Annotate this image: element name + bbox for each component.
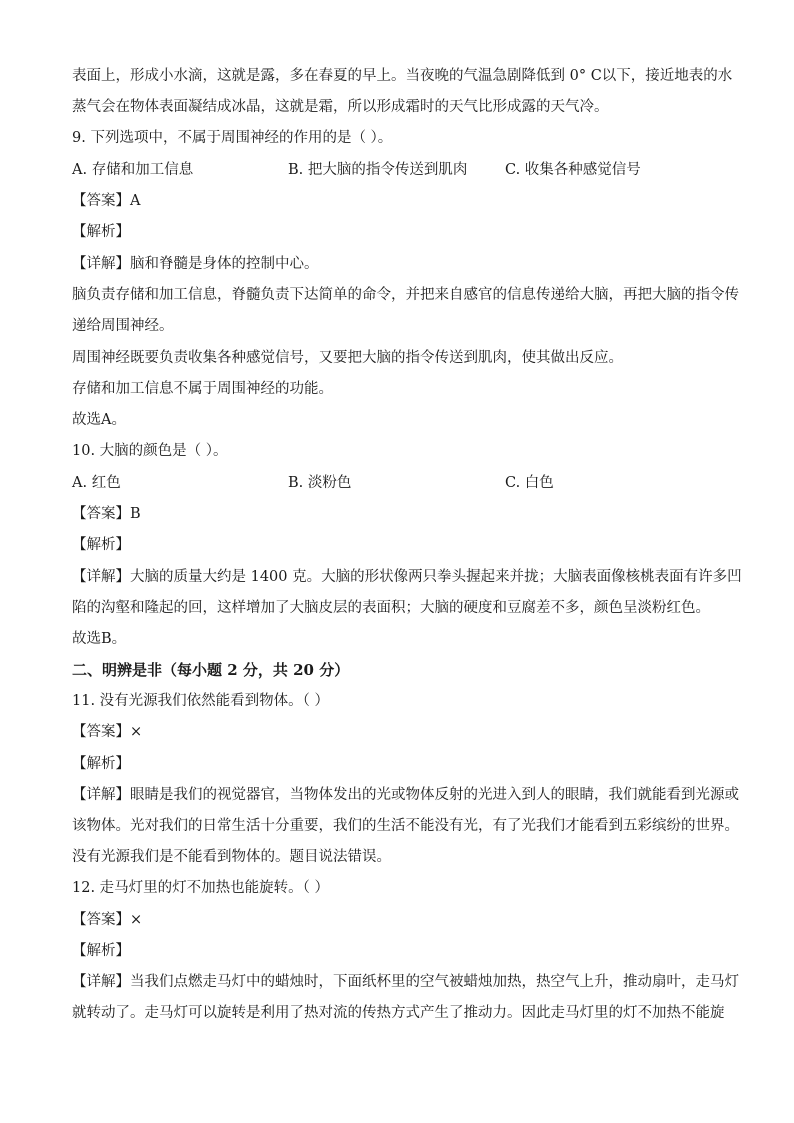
answer-10: 【答案】B [72,506,141,522]
q10-option-a: A. 红色 [72,475,121,491]
detail-9-conclusion: 故选A。 [72,412,126,428]
paragraph-line: 表面上，形成小水滴，这就是露，多在春夏的早上。当夜晚的气温急剧降低到 0° C以下，接近地表的水 [72,68,733,84]
detail-11-line: 没有光源我们是不能看到物体的。题目说法错误。 [72,849,391,865]
detail-9-line: 周围神经既要负责收集各种感觉信号，又要把大脑的指令传送到肌肉，使其做出反应。 [72,350,623,366]
q10-option-c: C. 白色 [505,475,554,491]
detail-9-line: 脑负责存储和加工信息，脊髓负责下达简单的命令，并把来自感官的信息传递给大脑，再把大脑的指令传 [72,287,739,303]
q9-option-c: C. 收集各种感觉信号 [505,162,641,178]
question-10: 10. 大脑的颜色是（ ）。 [72,443,228,459]
detail-11-line: 该物体。光对我们的日常生活十分重要，我们的生活不能没有光，有了光我们才能看到五彩缤纷的世界。 [72,818,739,834]
detail-9-line: 存储和加工信息不属于周围神经的功能。 [72,381,333,397]
q9-option-a: A. 存储和加工信息 [72,162,194,178]
detail-10-line: 陷的沟壑和隆起的回，这样增加了大脑皮层的表面积；大脑的硬度和豆腐差不多，颜色呈淡粉红色。 [72,600,710,616]
detail-9-line: 【详解】脑和脊髓是身体的控制中心。 [72,256,319,272]
question-11: 11. 没有光源我们依然能看到物体。（ ） [72,693,330,709]
analysis-10-heading: 【解析】 [72,537,130,553]
answer-9: 【答案】A [72,193,141,209]
detail-10-line: 【详解】大脑的质量大约是 1400 克。大脑的形状像两只拳头握起来并拢；大脑表面像核桃表面有许多凹 [72,569,742,585]
detail-12-line: 【详解】当我们点燃走马灯中的蜡烛时，下面纸杯里的空气被蜡烛加热，热空气上升，推动扇叶，走马灯 [72,974,739,990]
paragraph-line: 蒸气会在物体表面凝结成冰晶，这就是霜，所以形成霜时的天气比形成露的天气冷。 [72,99,609,115]
analysis-9-heading: 【解析】 [72,224,130,240]
q10-option-b: B. 淡粉色 [288,475,352,491]
question-9: 9. 下列选项中，不属于周围神经的作用的是（ ）。 [72,130,393,146]
analysis-11-heading: 【解析】 [72,756,130,772]
answer-11: 【答案】× [72,724,143,740]
q9-option-b: B. 把大脑的指令传送到肌肉 [288,162,468,178]
detail-10-conclusion: 故选B。 [72,631,127,647]
detail-11-line: 【详解】眼睛是我们的视觉器官，当物体发出的光或物体反射的光进入到人的眼睛，我们就能看到光源或 [72,787,739,803]
detail-12-line: 就转动了。走马灯可以旋转是利用了热对流的传热方式产生了推动力。因此走马灯里的灯不加热不能旋 [72,1005,725,1021]
section-2-heading: 二、明辨是非（每小题 2 分，共 20 分） [72,661,350,679]
detail-9-line: 递给周围神经。 [72,318,174,334]
question-12: 12. 走马灯里的灯不加热也能旋转。（ ） [72,880,330,896]
answer-12: 【答案】× [72,912,143,928]
analysis-12-heading: 【解析】 [72,943,130,959]
